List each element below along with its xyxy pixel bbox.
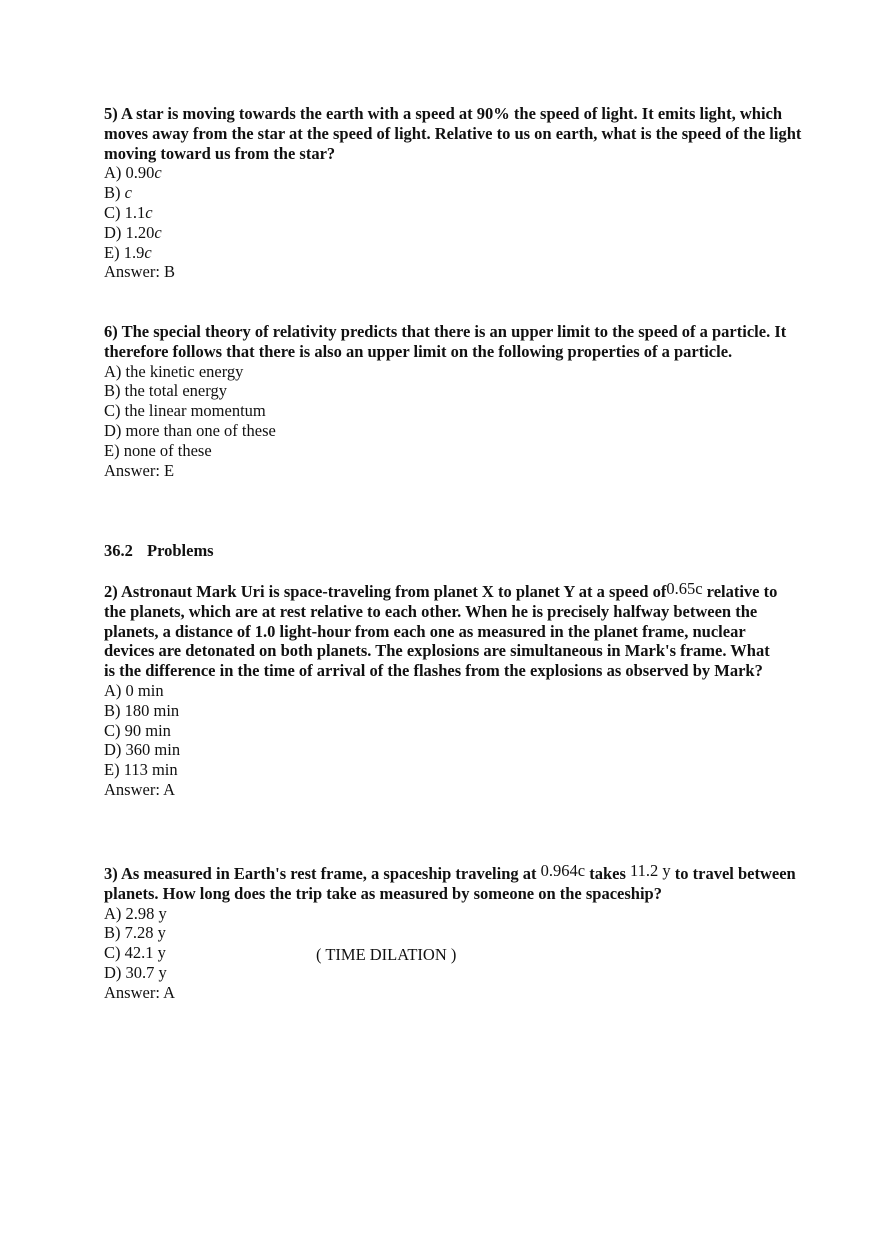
option-b: B) 7.28 y [104,923,166,943]
option-d: D) more than one of these [104,420,276,440]
question-2 [104,579,784,800]
time-value: 11.2 y [630,861,671,880]
question-3-text: 3) As measured in Earth's rest frame, a spaceship traveling at 0.964c takes 11.2 y to travel between planets. How long does the trip take as measured by someone on the spaceship? [104,861,796,903]
option-b: B) c [104,183,132,203]
option-e: E) 113 min [104,760,178,780]
section-number: 36.2 [104,541,133,560]
option-b: B) 180 min [104,700,180,720]
time-dilation-note: ( TIME DILATION ) [316,945,457,964]
option-e: E) 1.9c [104,242,152,262]
answer: Answer: A [104,779,176,799]
option-c: C) 90 min [104,720,171,740]
option-e: E) none of these [104,440,212,460]
option-b: B) the total energy [104,381,227,401]
question-2-options [104,681,784,780]
option-c: C) 1.1c [104,202,153,222]
question-5-text: 5) A star is moving towards the earth with a speed at 90% the speed of light. It emits light, which moves away from the star at the speed of light. Relative to us on earth, what is the speed of the light moving toward us from the star? [104,104,802,163]
question-3-options [104,904,804,983]
speed-value: 0.65c [666,579,703,598]
question-6-text: 6) The special theory of relativity predicts that there is an upper limit to the speed of a particle. It therefore follows that there is also an upper limit on the following properties of a particle. [104,322,787,361]
section-title [104,541,804,561]
answer: Answer: A [104,982,176,1002]
section-heading [104,541,804,561]
question-2-text: 2) Astronaut Mark Uri is space-traveling from planet X to planet Y at a speed of0.65c relative to the planets, which are at rest relative to each other. When he is precisely halfway between the planets, a distance of 1.0 light-hour from each one as measured in the planet frame, nuclear devices are detonated on both planets. The explosions are simultaneous in Mark's frame. What is the difference in the time of arrival of the flashes from the explosions as observed by Mark? [104,579,778,681]
option-a: A) 0.90c [104,163,162,183]
answer: Answer: E [104,460,175,480]
question-6 [104,322,804,480]
option-c: C) 42.1 y [104,943,166,963]
option-c: C) the linear momentum [104,401,266,421]
answer: Answer: B [104,262,176,282]
option-a: A) 2.98 y [104,903,167,923]
option-d: D) 30.7 y [104,962,167,982]
question-3 [104,861,804,1003]
speed-value: 0.964c [540,861,586,880]
section-name: Problems [147,541,214,560]
option-a: A) 0 min [104,680,164,700]
option-d: D) 1.20c [104,222,162,242]
option-d: D) 360 min [104,740,181,760]
question-5 [104,104,804,282]
option-a: A) the kinetic energy [104,361,244,381]
question-5-options [104,163,804,262]
question-6-options [104,362,804,461]
